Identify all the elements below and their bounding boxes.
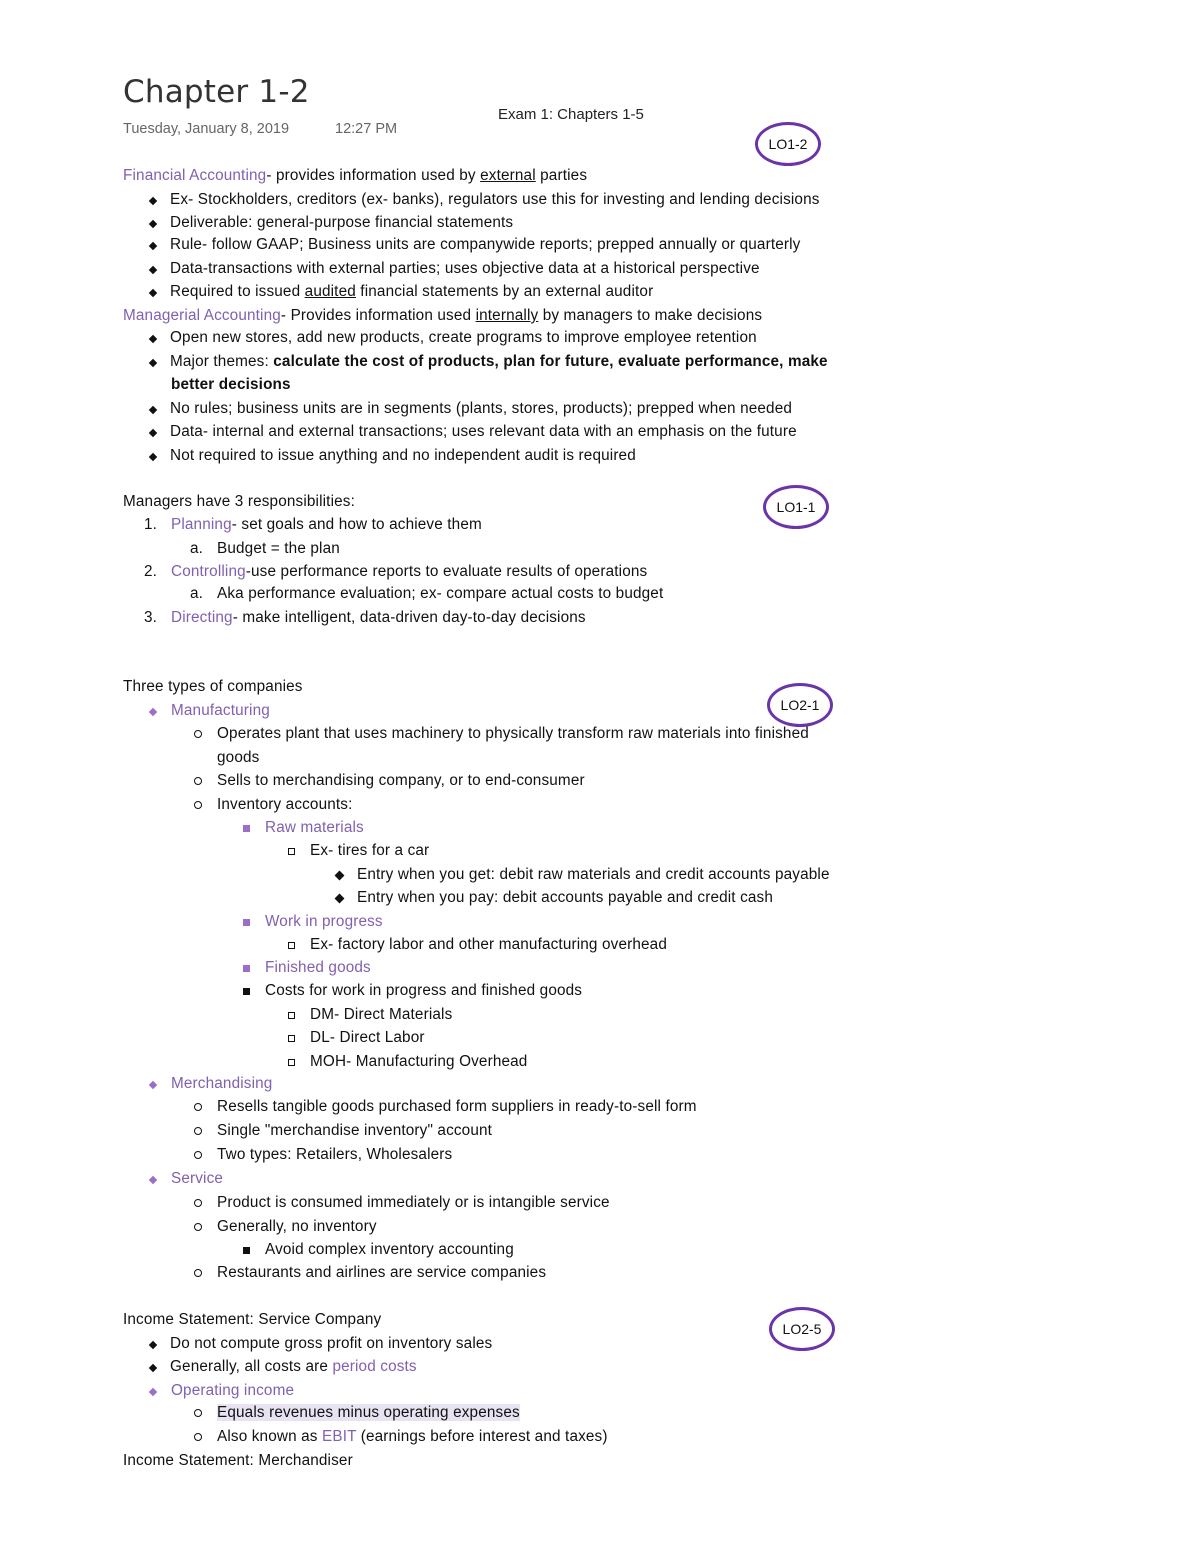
list-item: Deliverable: general-purpose financial statements <box>150 213 513 233</box>
list-item: Entry when you pay: debit accounts payable and credit cash <box>336 888 773 908</box>
list-item: Ex- Stockholders, creditors (ex- banks), regulators use this for investing and lending decisions <box>150 190 820 210</box>
list-item: Two types: Retailers, Wholesalers <box>194 1145 452 1165</box>
exam-label: Exam 1: Chapters 1-5 <box>498 106 644 123</box>
list-item: Required to issued audited financial statements by an external auditor <box>150 282 653 302</box>
list-item: Sells to merchandising company, or to end-consumer <box>194 771 585 791</box>
lo-badge: LO2-1 <box>767 683 833 727</box>
list-item: Entry when you get: debit raw materials and credit accounts payable <box>336 865 830 885</box>
list-item: Generally, no inventory <box>194 1217 377 1237</box>
section-heading: Income Statement: Service Company <box>123 1311 382 1328</box>
list-item: DM- Direct Materials <box>288 1005 452 1025</box>
list-item: Service <box>150 1169 223 1189</box>
list-item: Operates plant that uses machinery to physically transform raw materials into finished <box>194 724 809 744</box>
list-item: DL- Direct Labor <box>288 1028 425 1048</box>
sub-item: a. Aka performance evaluation; ex- compare actual costs to budget <box>190 585 664 602</box>
lo-badge: LO1-2 <box>755 122 821 166</box>
list-item: Do not compute gross profit on inventory sales <box>150 1334 492 1354</box>
list-item-continued: better decisions <box>171 376 291 393</box>
note-date: Tuesday, January 8, 2019 <box>123 121 290 137</box>
list-item: Manufacturing <box>150 701 270 721</box>
numbered-item: 3. Directing- make intelligent, data-driven day-to-day decisions <box>144 609 586 626</box>
list-item: Data- internal and external transactions; uses relevant data with an emphasis on the future <box>150 422 797 442</box>
sub-item: a. Budget = the plan <box>190 540 340 557</box>
lo-badge: LO2-5 <box>769 1307 835 1351</box>
list-item: Operating income <box>150 1381 294 1401</box>
section-heading: Income Statement: Merchandiser <box>123 1452 353 1469</box>
list-item: Generally, all costs are period costs <box>150 1357 417 1377</box>
note-time: 12:27 PM <box>335 121 398 137</box>
list-item: Avoid complex inventory accounting <box>243 1240 514 1260</box>
list-item: Inventory accounts: <box>194 795 353 815</box>
list-item: MOH- Manufacturing Overhead <box>288 1052 527 1072</box>
list-item: Finished goods <box>243 958 371 978</box>
list-item: Raw materials <box>243 818 364 838</box>
list-item: Ex- factory labor and other manufacturing overhead <box>288 935 667 955</box>
ma-heading: Managerial Accounting- Provides information used internally by managers to make decisions <box>123 307 763 324</box>
list-item: Resells tangible goods purchased form suppliers in ready-to-sell form <box>194 1097 697 1117</box>
list-item: Rule- follow GAAP; Business units are companywide reports; prepped annually or quarterly <box>150 235 800 255</box>
ma-term: Managerial Accounting <box>123 307 281 324</box>
list-item: Costs for work in progress and finished goods <box>243 981 582 1001</box>
numbered-item: 2. Controlling-use performance reports to evaluate results of operations <box>144 563 648 580</box>
fa-heading: Financial Accounting- provides information used by external parties <box>123 167 588 184</box>
list-item: No rules; business units are in segments (plants, stores, products); prepped when needed <box>150 399 792 419</box>
list-item: Equals revenues minus operating expenses <box>194 1403 520 1423</box>
list-item: Work in progress <box>243 912 383 932</box>
list-item: Restaurants and airlines are service companies <box>194 1263 546 1283</box>
section-heading: Managers have 3 responsibilities: <box>123 493 355 510</box>
lo-badge: LO1-1 <box>763 485 829 529</box>
list-item: Not required to issue anything and no independent audit is required <box>150 446 636 466</box>
fa-term: Financial Accounting <box>123 167 267 184</box>
list-item-continued: goods <box>217 749 260 766</box>
list-item: Merchandising <box>150 1074 272 1094</box>
list-item: Data-transactions with external parties; uses objective data at a historical perspective <box>150 259 760 279</box>
list-item: Major themes: calculate the cost of products, plan for future, evaluate performance, make <box>150 352 828 372</box>
list-item: Also known as EBIT (earnings before interest and taxes) <box>194 1427 608 1447</box>
list-item: Ex- tires for a car <box>288 841 429 861</box>
page-title: Chapter 1-2 <box>123 74 310 110</box>
list-item: Product is consumed immediately or is intangible service <box>194 1193 610 1213</box>
list-item: Open new stores, add new products, create programs to improve employee retention <box>150 328 757 348</box>
section-heading: Three types of companies <box>123 678 303 695</box>
numbered-item: 1. Planning- set goals and how to achieve them <box>144 516 482 533</box>
list-item: Single "merchandise inventory" account <box>194 1121 492 1141</box>
